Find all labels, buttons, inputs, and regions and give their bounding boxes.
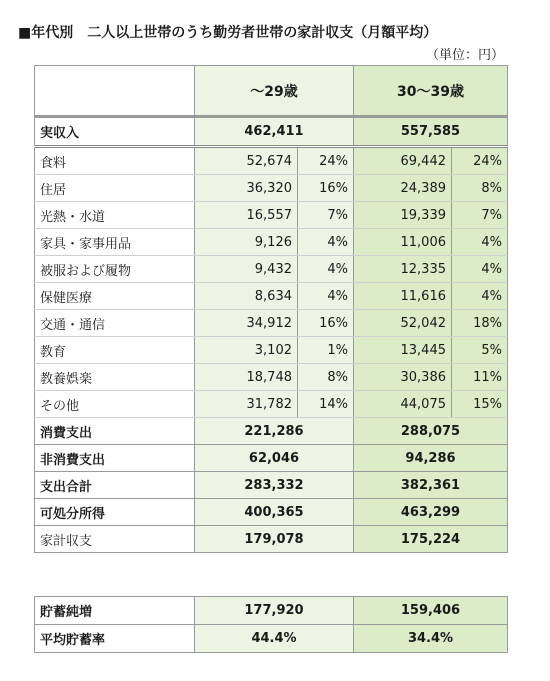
aggregate-under-29: 400,365	[195, 499, 354, 526]
unit-note: （単位：円）	[425, 48, 504, 63]
aggregate-under-29: 283,332	[195, 472, 354, 499]
share-under-29: 4%	[298, 229, 354, 256]
amount-under-29: 3,102	[195, 337, 298, 364]
expense-item-label: 食料	[35, 147, 195, 175]
amount-under-29: 36,320	[195, 175, 298, 202]
share-30-39: 18%	[452, 310, 508, 337]
expense-item-row	[35, 391, 508, 418]
savings-under-29: 44.4%	[195, 625, 354, 653]
amount-30-39: 44,075	[354, 391, 452, 418]
share-30-39: 15%	[452, 391, 508, 418]
amount-30-39: 11,006	[354, 229, 452, 256]
expense-item-row	[35, 256, 508, 283]
savings-under-29: 177,920	[195, 597, 354, 625]
expense-item-label: その他	[35, 391, 195, 418]
expense-item-label: 交通・通信	[35, 310, 195, 337]
expense-item-label: 教養娯楽	[35, 364, 195, 391]
column-header-30-39: 30～39歳	[354, 66, 508, 117]
expense-item-label: 光熱・水道	[35, 202, 195, 229]
header-corner-cell	[35, 66, 195, 117]
aggregate-under-29: 179,078	[195, 526, 354, 553]
income-under-29: 462,411	[195, 117, 354, 147]
savings-row	[35, 625, 508, 653]
savings-row	[35, 597, 508, 625]
share-30-39: 4%	[452, 283, 508, 310]
aggregate-under-29: 62,046	[195, 445, 354, 472]
income-row	[35, 117, 508, 147]
amount-30-39: 11,616	[354, 283, 452, 310]
amount-under-29: 16,557	[195, 202, 298, 229]
amount-under-29: 9,432	[195, 256, 298, 283]
expense-item-row	[35, 364, 508, 391]
household-budget-table	[34, 65, 508, 553]
amount-30-39: 13,445	[354, 337, 452, 364]
column-header-under-29: ～29歳	[195, 66, 354, 117]
share-under-29: 7%	[298, 202, 354, 229]
expense-item-row	[35, 202, 508, 229]
aggregate-under-29: 221,286	[195, 418, 354, 445]
savings-30-39: 34.4%	[354, 625, 508, 653]
amount-under-29: 52,674	[195, 147, 298, 175]
amount-under-29: 8,634	[195, 283, 298, 310]
expense-item-label: 家具・家事用品	[35, 229, 195, 256]
aggregate-label: 支出合計	[35, 472, 195, 499]
aggregate-row	[35, 418, 508, 445]
expense-item-row	[35, 283, 508, 310]
aggregate-row	[35, 526, 508, 553]
share-30-39: 11%	[452, 364, 508, 391]
expense-item-row	[35, 175, 508, 202]
amount-under-29: 34,912	[195, 310, 298, 337]
expense-item-row	[35, 147, 508, 175]
share-30-39: 8%	[452, 175, 508, 202]
aggregate-30-39: 288,075	[354, 418, 508, 445]
amount-30-39: 69,442	[354, 147, 452, 175]
savings-30-39: 159,406	[354, 597, 508, 625]
share-30-39: 4%	[452, 256, 508, 283]
expense-item-row	[35, 310, 508, 337]
amount-under-29: 31,782	[195, 391, 298, 418]
savings-label: 平均貯蓄率	[35, 625, 195, 653]
expense-item-label: 住居	[35, 175, 195, 202]
aggregate-label: 非消費支出	[35, 445, 195, 472]
income-30-39: 557,585	[354, 117, 508, 147]
aggregate-row	[35, 445, 508, 472]
share-under-29: 16%	[298, 310, 354, 337]
aggregate-row	[35, 499, 508, 526]
aggregate-label: 可処分所得	[35, 499, 195, 526]
share-30-39: 5%	[452, 337, 508, 364]
page-title: ■年代別 二人以上世帯のうち勤労者世帯の家計収支（月額平均）	[18, 25, 438, 41]
expense-item-label: 教育	[35, 337, 195, 364]
income-label: 実収入	[35, 117, 195, 147]
share-30-39: 4%	[452, 229, 508, 256]
amount-under-29: 9,126	[195, 229, 298, 256]
share-under-29: 8%	[298, 364, 354, 391]
aggregate-30-39: 382,361	[354, 472, 508, 499]
share-under-29: 4%	[298, 256, 354, 283]
aggregate-label: 消費支出	[35, 418, 195, 445]
share-under-29: 4%	[298, 283, 354, 310]
share-30-39: 24%	[452, 147, 508, 175]
table-header-row	[35, 66, 508, 117]
share-under-29: 24%	[298, 147, 354, 175]
amount-30-39: 52,042	[354, 310, 452, 337]
expense-item-row	[35, 229, 508, 256]
aggregate-30-39: 175,224	[354, 526, 508, 553]
savings-table	[34, 596, 508, 653]
expense-item-row	[35, 337, 508, 364]
share-under-29: 1%	[298, 337, 354, 364]
amount-30-39: 12,335	[354, 256, 452, 283]
share-under-29: 16%	[298, 175, 354, 202]
share-30-39: 7%	[452, 202, 508, 229]
amount-30-39: 30,386	[354, 364, 452, 391]
share-under-29: 14%	[298, 391, 354, 418]
aggregate-30-39: 94,286	[354, 445, 508, 472]
amount-30-39: 24,389	[354, 175, 452, 202]
expense-item-label: 被服および履物	[35, 256, 195, 283]
amount-30-39: 19,339	[354, 202, 452, 229]
expense-item-label: 保健医療	[35, 283, 195, 310]
savings-label: 貯蓄純増	[35, 597, 195, 625]
aggregate-label: 家計収支	[35, 526, 195, 553]
aggregate-row	[35, 472, 508, 499]
amount-under-29: 18,748	[195, 364, 298, 391]
aggregate-30-39: 463,299	[354, 499, 508, 526]
